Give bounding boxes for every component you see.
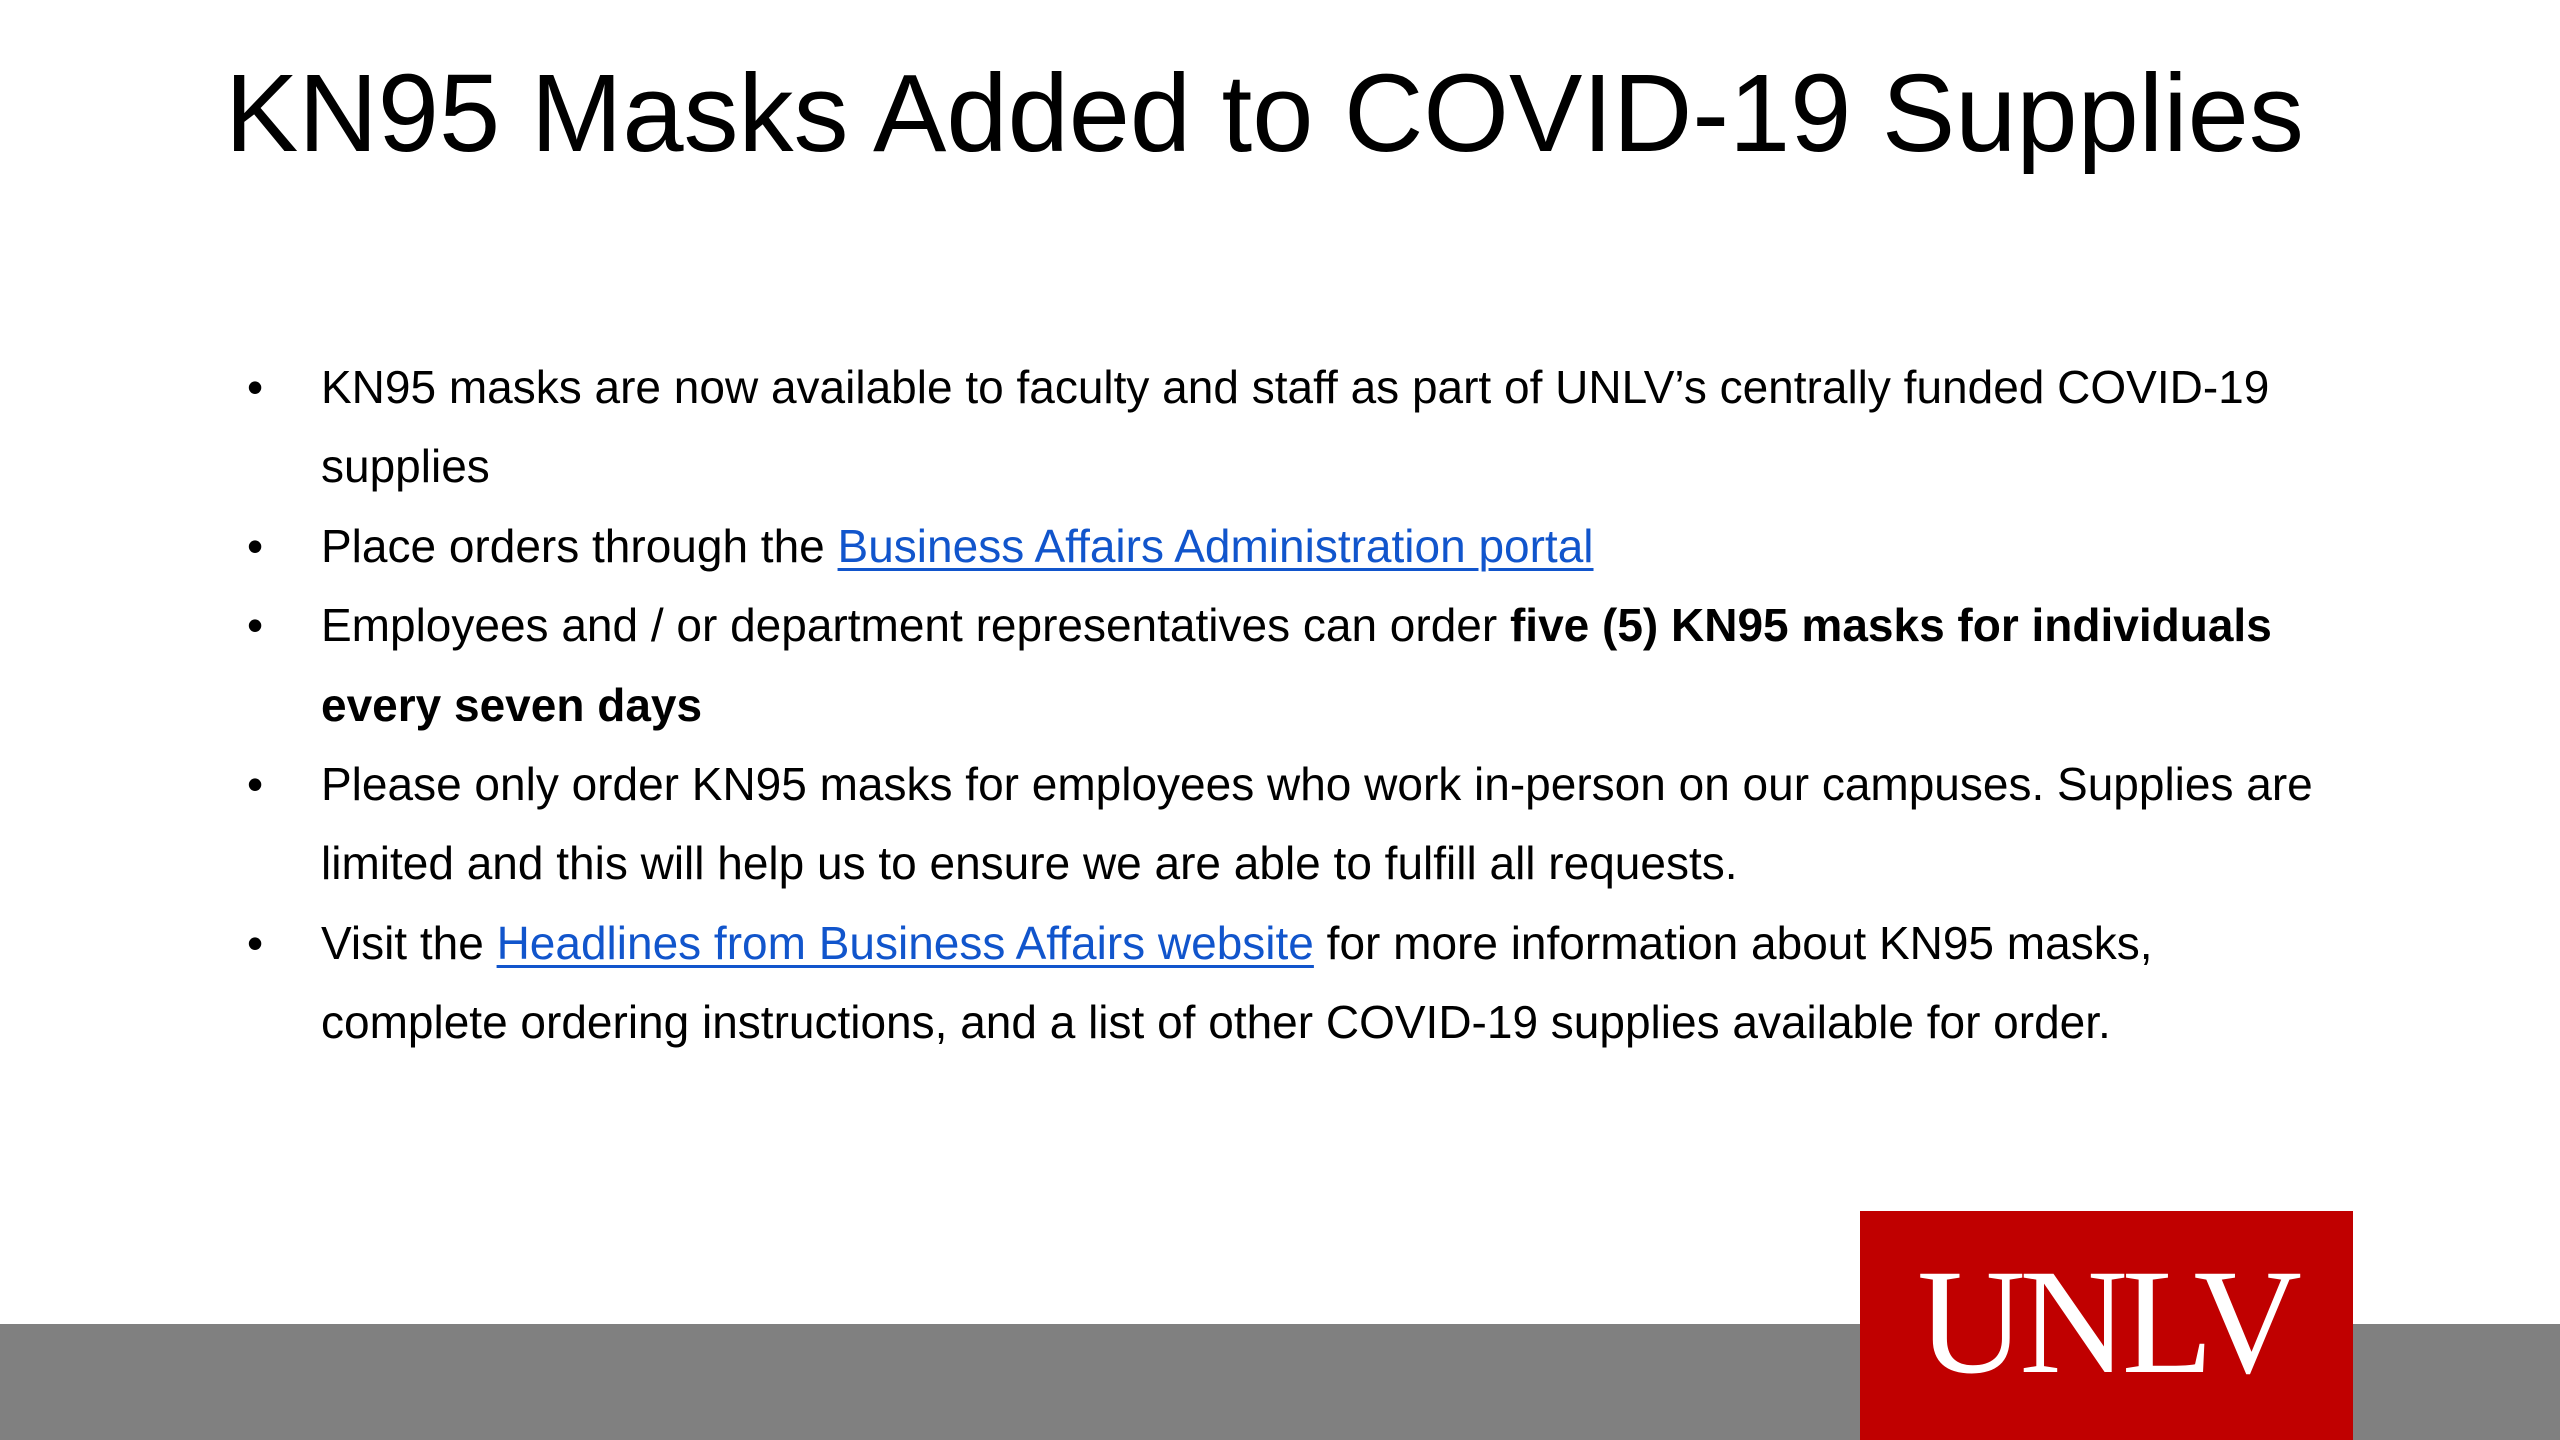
- bullet-item-in-person-only: [240, 745, 2340, 904]
- bullet-item-order-limit: [240, 586, 2340, 745]
- bullet-item-more-info: [240, 904, 2340, 1063]
- bullet-icon: •: [246, 758, 264, 811]
- bullet-text: KN95 masks are now available to faculty and staff as part of UNLV’s centrally funded COVID-19 supplies: [321, 361, 2270, 493]
- bullet-icon: •: [246, 361, 264, 413]
- bullet-text: Visit the: [321, 916, 497, 969]
- bullet-icon: •: [246, 599, 264, 652]
- bullet-text: Employees and / or department representatives can order: [321, 599, 1510, 652]
- bullet-icon: •: [246, 916, 264, 969]
- unlv-logo: [1860, 1211, 2353, 1440]
- bullet-icon: •: [246, 519, 264, 572]
- logo-wordmark: UNLV: [1917, 1239, 2296, 1405]
- bullet-list: [240, 348, 2340, 1063]
- bullet-item-place-orders: [240, 507, 2340, 586]
- order-limit-emphasis: five (5) KN95 masks for individuals every seven days: [321, 599, 2272, 731]
- business-affairs-portal-link[interactable]: Business Affairs Administration portal: [837, 519, 1594, 572]
- bullet-text-continued: for more information about KN95 masks, complete ordering instructions, and a list of other COVID-19 supplies available for order.: [321, 916, 2153, 1049]
- headlines-business-affairs-link[interactable]: Headlines from Business Affairs website: [496, 916, 1314, 969]
- slide-title: KN95 Masks Added to COVID-19 Supplies: [225, 52, 2304, 175]
- bullet-text: Please only order KN95 masks for employees who work in-person on our campuses. Supplies are limited and this will help us to ensure we are able to fulfill all requests.: [321, 758, 2313, 890]
- bullet-item-availability: [240, 348, 2340, 507]
- bullet-text: Place orders through the: [321, 519, 838, 572]
